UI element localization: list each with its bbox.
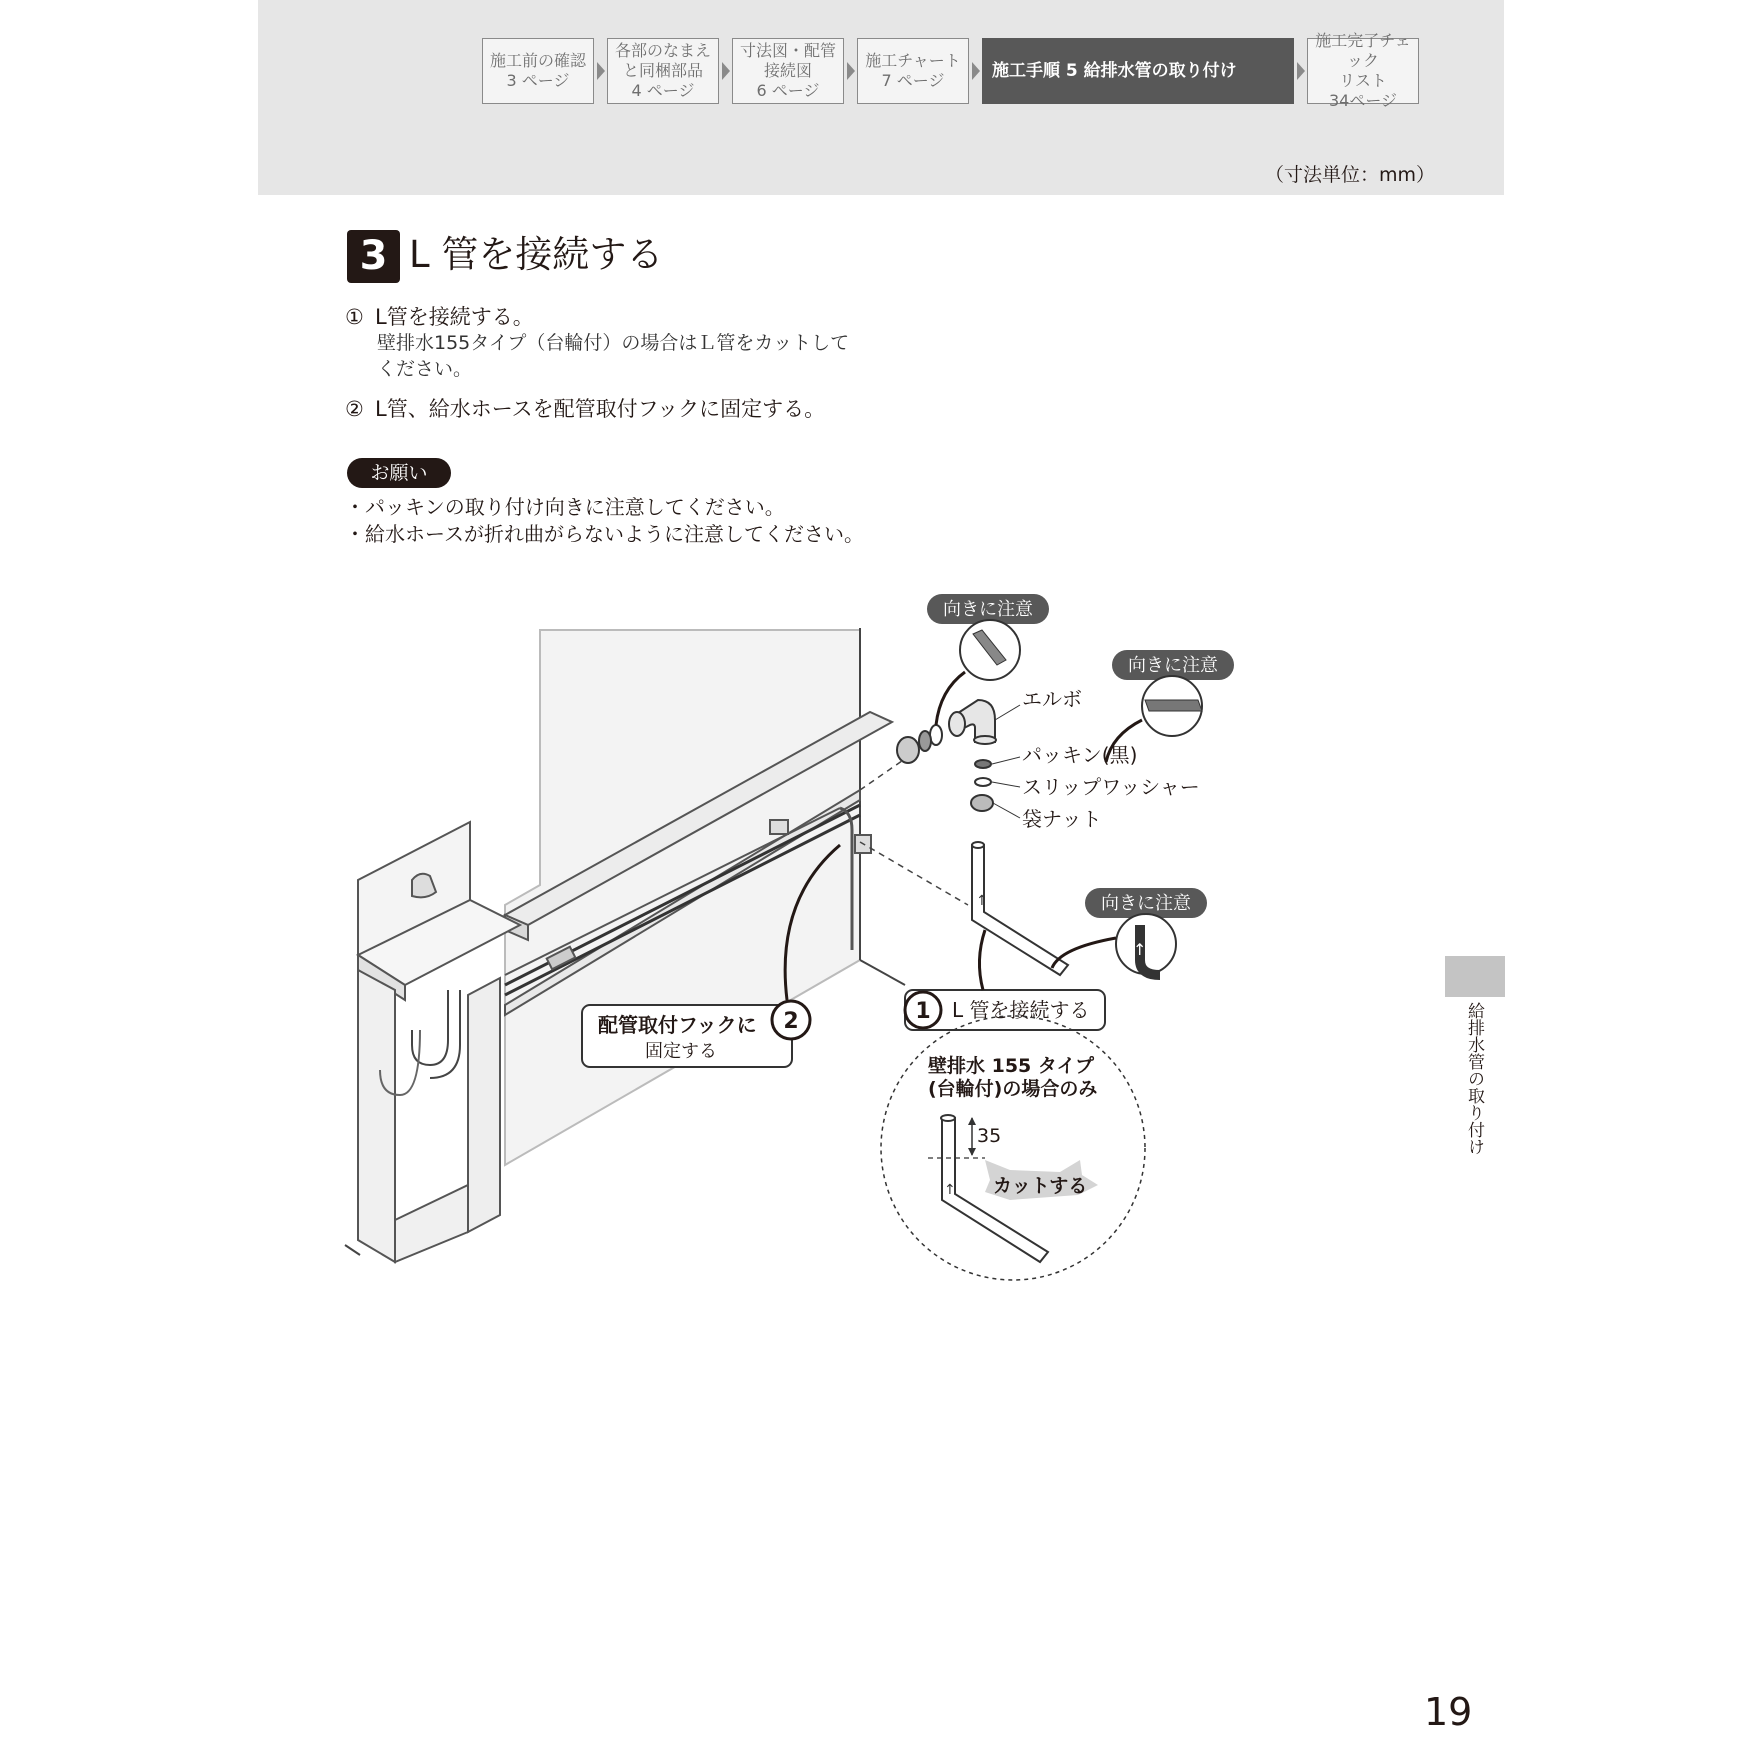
detail-pipe-top [941,1115,955,1121]
detail-title: (台輪付)の場合のみ [928,1078,1098,1100]
part-label-packing: パッキン(黒) [1022,743,1138,767]
nav-label-line: 接続図 [763,61,812,80]
nav-label-line: 施工手順 5 給排水管の取り付け [992,61,1237,81]
nav-label-line: 3 ページ [506,71,570,90]
dimension-arrow-icon [968,1148,976,1156]
packing-section-icon [1145,700,1202,711]
arrow-up-icon: ↑ [1133,940,1147,959]
washer-part [919,731,931,751]
units-note: （寸法単位：mm） [1265,164,1436,186]
callout-text: 固定する [645,1041,717,1062]
side-tab-label: 給排水管の取り付け [1464,1002,1484,1155]
side-tab[interactable] [1445,956,1505,997]
cut-label: カットする [993,1175,1088,1197]
detail-title: 壁排水 155 タイプ [928,1055,1094,1077]
nav-label-line: リスト [1339,71,1387,90]
part-label-slip-washer: スリップワッシャー [1022,775,1200,799]
page-number: 19 [1424,1690,1473,1734]
unit-frame-right [468,978,500,1232]
slip-washer-part [975,778,991,786]
instruction-text: L管、給水ホースを配管取付フックに固定する。 [375,397,826,421]
nav-label-line: 寸法図・配管 [739,41,836,60]
floor-edge [345,1245,360,1255]
l-pipe [972,842,1068,975]
unit-frame-bottom [395,1185,468,1262]
instruction-text: L管を接続する。 [375,305,534,329]
callout-number: 2 [783,1009,799,1034]
note-badge: お願い [347,458,451,488]
section-title: L 管を接続する [409,233,664,276]
note-item: ・パッキンの取り付け向きに注意してください。 [345,495,785,519]
unit-frame-left [358,970,395,1262]
nav-label-line: 施工前の確認 [489,51,586,70]
part-label-elbow: エルボ [1022,687,1082,711]
caution-bubble-3 [1052,888,1207,975]
nav-label-line: 各部のなまえ [614,41,711,60]
instruction-1-sub: 壁排水155タイプ（台輪付）の場合はＬ管をカットして [377,332,850,354]
instruction-number: ② [345,397,364,421]
nav-label-line: 施工完了チェック [1315,31,1411,70]
leader-line [979,930,985,990]
step-number-badge: 3 [347,230,400,283]
dimension-arrow-icon [968,1117,976,1125]
cap-nut-part [971,795,993,811]
trap-pipe [412,990,448,1065]
nav-label-line: 4 ページ [631,81,695,100]
part-label-cap-nut: 袋ナット [1022,807,1102,831]
cut-detail [881,1016,1145,1280]
svg-text:↑: ↑ [976,893,988,909]
pipe-hook [770,820,788,834]
instruction-1-sub: ください。 [377,358,473,380]
callout-number: 1 [915,999,931,1024]
nut-part [897,737,919,763]
callout-text: L 管を接続する [952,998,1090,1022]
nav-label-line: と同梱部品 [622,61,703,80]
arrow-up-icon: ↑ [944,1182,956,1198]
cabinet-drawing [345,628,905,1262]
assembly-guide [860,842,968,905]
elbow-part [949,700,996,744]
callout-text: 配管取付フックに [598,1013,757,1037]
note-item: ・給水ホースが折れ曲がらないように注意してください。 [345,522,864,546]
caution-label: 向きに注意 [1128,655,1218,676]
callout-connect-l-pipe [905,930,1105,1030]
nav-label-line: 7 ページ [881,71,945,90]
nav-label-line: 6 ページ [756,81,820,100]
caution-label: 向きに注意 [943,599,1033,620]
nav-label-line: 34ページ [1328,91,1398,110]
caution-label: 向きに注意 [1101,893,1191,914]
packing-black-part [975,760,991,768]
dimension-value: 35 [977,1125,1002,1147]
instruction-number: ① [345,305,364,329]
floor-line [860,960,905,985]
part-labels [992,705,1020,818]
nav-label-line: 施工チャート [865,51,961,70]
